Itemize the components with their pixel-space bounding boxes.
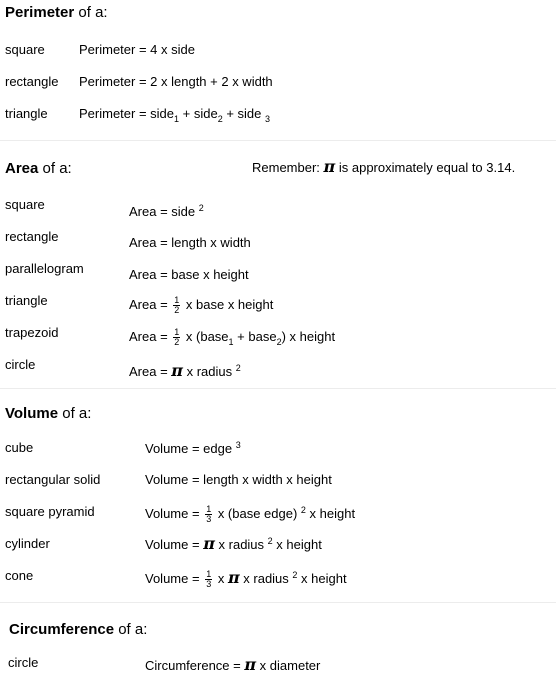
area-formula-circle: Area = π x radius $^2$ [129, 361, 241, 380]
area-formula-rectangle: Area = length x width [129, 235, 251, 250]
volume-shape-square-pyramid: square pyramid [5, 504, 95, 519]
fraction: $\frac{1}{3}$ [206, 569, 212, 590]
area-formula-parallelogram: Area = base x height [129, 267, 249, 282]
perimeter-shape-square: square [5, 42, 45, 57]
volume-formula-square-pyramid: Volume = $\frac{1}{3}$ x (base edge) $^2$ x height [145, 504, 356, 525]
area-shape-triangle: triangle [5, 293, 48, 308]
section-divider [0, 140, 556, 141]
circumference-shape-circle: circle [8, 655, 39, 670]
volume-shape-rectangular-solid: rectangular solid [5, 472, 101, 487]
volume-formula-cube: Volume = edge $^3$ [145, 440, 241, 456]
area-formula-trapezoid: Area = $\frac{1}{2}$ x (base$_1$ + base$_2$) x height [129, 327, 336, 348]
section-divider [0, 388, 556, 389]
perimeter-shape-triangle: triangle [5, 106, 48, 121]
fraction: $\frac{1}{2}$ [174, 295, 180, 316]
area-shape-trapezoid: trapezoid [5, 325, 59, 340]
area-shape-rectangle: rectangle [5, 229, 59, 244]
volume-shape-cube: cube [5, 440, 34, 455]
perimeter-formula-triangle: Perimeter = side$_1$ + side$_2$ + side $_3$ [79, 106, 271, 124]
area-heading: Area of a: [5, 160, 72, 177]
perimeter-heading: Perimeter of a: [5, 4, 108, 21]
volume-shape-cylinder: cylinder [5, 536, 50, 551]
volume-shape-cone: cone [5, 568, 34, 583]
area-formula-triangle: Area = $\frac{1}{2}$ x base x height [129, 295, 274, 316]
pi-symbol: π [171, 361, 183, 380]
pi-reminder: Remember: π is approximately equal to 3.14. [252, 157, 516, 176]
fraction: $\frac{1}{3}$ [206, 504, 212, 525]
area-shape-parallelogram: parallelogram [5, 261, 84, 276]
perimeter-shape-rectangle: rectangle [5, 74, 59, 89]
pi-symbol: π [203, 534, 215, 553]
volume-formula-cylinder: Volume = π x radius $^2$ x height [145, 534, 322, 553]
area-shape-square: square [5, 197, 45, 212]
perimeter-formula-rectangle: Perimeter = 2 x length + 2 x width [79, 74, 273, 89]
section-divider [0, 602, 556, 603]
circumference-formula-circle: Circumference = π x diameter [145, 655, 321, 674]
circumference-heading: Circumference of a: [9, 621, 148, 638]
fraction: $\frac{1}{2}$ [174, 327, 180, 348]
pi-symbol: π [227, 568, 240, 587]
volume-formula-cone: Volume = $\frac{1}{3}$ x π x radius $^2$ x height [145, 568, 347, 590]
volume-heading: Volume of a: [5, 405, 92, 422]
pi-symbol: π [323, 157, 336, 176]
perimeter-formula-square: Perimeter = 4 x side [79, 42, 195, 57]
area-formula-square: Area = side $^2$ [129, 203, 204, 219]
volume-formula-rectangular-solid: Volume = length x width x height [145, 472, 332, 487]
area-shape-circle: circle [5, 357, 36, 372]
pi-symbol: π [244, 655, 257, 674]
